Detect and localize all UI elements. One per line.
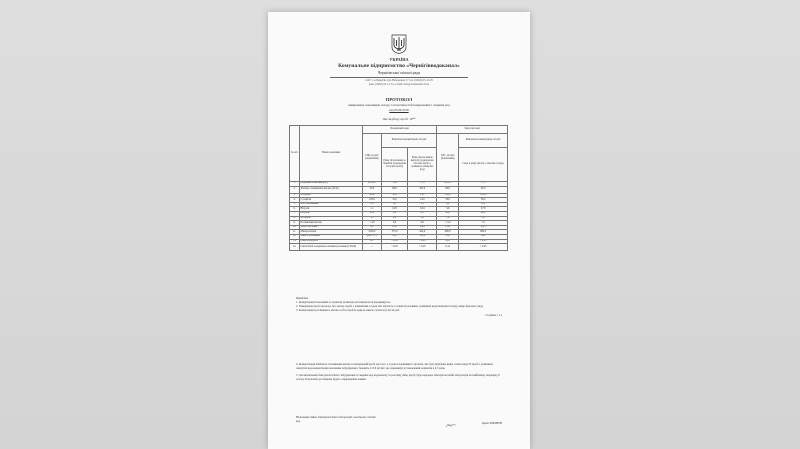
discharge-water-header: Зворотні води [437, 126, 508, 134]
gdk-value: 3,5 [363, 216, 382, 221]
river-above-value: 0,03 [381, 207, 408, 212]
note-3: 3. Концентрації розчиненого кисню в обох пробах води не нижче сутніх вод 4,0 мг/дм³ [296, 309, 400, 312]
river-below-value: 0,04 [408, 207, 437, 212]
signatory-name: Ірина ЗОРОНЕН [482, 422, 503, 425]
indicator-name: Азот амонійний [299, 202, 362, 207]
river-below-value: 0,04 [408, 225, 437, 230]
sampling-time: Час відбору проб: 10⁰⁰ [382, 117, 416, 121]
gds-value: 0,05 [437, 239, 459, 244]
river-below-value: < 0,05 [408, 239, 437, 244]
gds-header: ГДС, мг/дм³ (нормативи) [437, 134, 459, 182]
indicator-name: Розчинений кисень [299, 221, 362, 226]
river-above-value: 375,0 [381, 230, 408, 235]
discharge-value: 680,0 [459, 230, 508, 235]
river-below-header: Річка Десна нижче випуску (одноразова поточна проба з домішкою скинутих вод) [408, 148, 437, 182]
discharge-sample-header: Скид в річку Десну з очисних споруд [459, 148, 508, 182]
gdk-value: 45,0 [363, 211, 382, 216]
river-above-value: 0,0 [381, 216, 408, 221]
river-above-value: < 0,05 [381, 244, 408, 251]
river-below-value: 152,0 [408, 234, 437, 239]
contact-line: факс (0462) 65-12-55, e-mail: info@vodokanal.ch.ua [368, 83, 430, 86]
gdk-value: 100,0 [363, 198, 382, 203]
row-number: 4. [290, 198, 300, 203]
table-row [290, 186, 508, 193]
gdk-value: 1,1 [363, 207, 382, 212]
trident-emblem-icon [391, 34, 407, 54]
gdk-value: 300,0 [363, 193, 382, 198]
indicator-name: Нафтопродукти [299, 239, 362, 244]
notes-continued [296, 360, 502, 384]
table-row [290, 244, 508, 251]
row-number: 12. [290, 234, 300, 239]
header-divider [330, 77, 468, 78]
indicator-name: Фосфати [299, 216, 362, 221]
row-number: 14. [290, 244, 300, 251]
discharge-value: 5,0 [459, 216, 508, 221]
row-number: 8. [290, 216, 300, 221]
river-below-value: 0,3 [408, 202, 437, 207]
row-number: 5. [290, 202, 300, 207]
indicator-name: Хлориди [299, 193, 362, 198]
handwritten-signature [446, 422, 456, 428]
document-page [268, 12, 530, 449]
discharge-value: 38,0 [459, 198, 508, 203]
discharge-value: 121,0 [459, 193, 508, 198]
note-1: 1. Концентрації показників за пунктом зупинено регламентом не перевищують. [296, 301, 391, 304]
gds-value: 3,6 [437, 207, 459, 212]
protocol-subtitle: вимірювань показників складу та властивостей поверхневих і скидних вод [348, 103, 450, 107]
col-name-header: Назва показника [299, 126, 362, 182]
gds-value: 6,9 [437, 202, 459, 207]
notes-block [296, 297, 502, 318]
river-below-value: 7,79 [408, 182, 437, 187]
gdk-value: фон+0,75 [363, 234, 382, 239]
river-above-value: 0,3 [381, 202, 408, 207]
gdk-value: 0,1 [363, 239, 382, 244]
discharge-value: 7,75 [459, 182, 508, 187]
protocol-title: ПРОТОКОЛ [385, 97, 413, 102]
signature-block [296, 416, 502, 432]
gds-value: 45,0 [437, 211, 459, 216]
country-heading: УКРАЇНА [389, 57, 409, 62]
indicator-name: Сульфати [299, 198, 362, 203]
gds-value: 0,32 [437, 225, 459, 230]
indicator-name: Завислі речовини [299, 234, 362, 239]
gdk-value: 30,0 [363, 186, 382, 193]
river-below-value: < 0,05 [408, 244, 437, 251]
river-above-value: 0,8 [381, 211, 408, 216]
discharge-value: 14,0 [459, 234, 508, 239]
gdk-value: 2,0 [363, 202, 382, 207]
signatory-position: Начальник хіміко-бактеріологічної лабораторії з контролю стічних вод [296, 416, 376, 423]
indicator-name: Хімічне споживання кисню (ХСК) [299, 186, 362, 193]
river-above-value: 86,0 [381, 186, 408, 193]
indicator-name: Нітрати [299, 211, 362, 216]
indicator-name: Синтетичні поверхнево-активні речовини (СПАР) [299, 244, 362, 251]
discharge-value: < 0,05 [459, 239, 508, 244]
gds-value: 15,0 [437, 234, 459, 239]
river-above-value: 10,5 [381, 193, 408, 198]
discharge-value: 40,0 [459, 211, 508, 216]
gdk-value: 6,5-8,5 [363, 182, 382, 187]
indicator-name: Залізо загальне [299, 225, 362, 230]
note-4: 4. Концентрація хімічного споживання кисню в поверхневій пробі зросла в 1,1 рази в порівнянні з пробою, яка була відібрана вище точки скиду. В пробі з домішкою скинутих вод концентрація показника забруднення становить 115,0 мг/дм³, що перевищує встановлений норматив в 4,5 рази. [296, 362, 494, 370]
gdk-header: ГДК, мг/дм³ (нормативи) [363, 134, 382, 182]
results-table [289, 125, 508, 251]
river-below-value: 1,0 [408, 216, 437, 221]
address-line: 14017, м.Чернігів, вул.Набережна 17 тел. (0462) 65-12-05 [365, 79, 433, 82]
gds-value: 0,14 [437, 244, 459, 251]
discharge-value: 65,0 [459, 186, 508, 193]
row-number: 3. [290, 193, 300, 198]
river-below-value: 14,0 [408, 198, 437, 203]
row-number: 2. [290, 186, 300, 193]
organization-name: Комунальне підприємство «Чернігівводоканал» [338, 63, 460, 69]
gds-value: 150,0 [437, 193, 459, 198]
river-below-value: 6,0 [408, 221, 437, 226]
gds-value: 80,0 [437, 186, 459, 193]
gdk-value: — [363, 244, 382, 251]
row-number: 7. [290, 211, 300, 216]
actual-header: Фактична концентрація, мг/дм³ [381, 134, 436, 148]
gdk-value: > 4,0 [363, 221, 382, 226]
river-above-value: 22,0 [381, 234, 408, 239]
row-number: 10. [290, 225, 300, 230]
discharge-value: 0,78 [459, 207, 508, 212]
notes-title: Примітки: [296, 297, 309, 300]
gds-value: 690,0 [437, 230, 459, 235]
river-below-value: 424,0 [408, 230, 437, 235]
note-2: 2. Поверхнева проба прозора, без запаху, проба з домішками осадом має мутність та завислі речовини, домішкові води поверхні складу, вище фонового ряду. [296, 305, 484, 308]
indicator-name: Мінералізація [299, 230, 362, 235]
gds-value: 7,4 [437, 216, 459, 221]
gdk-value: 0,1 [363, 225, 382, 230]
col-num-header: № п/п [290, 126, 300, 182]
row-number: 11. [290, 230, 300, 235]
indicator-name: Водневий показник (рН) [299, 182, 362, 187]
discharge-value: 0,2 [459, 202, 508, 207]
river-above-value: 0,05 [381, 225, 408, 230]
discharge-value: 0,25 [459, 225, 508, 230]
river-above-value: 7,82 [381, 182, 408, 187]
gds-value: 6,5-8,5 [437, 182, 459, 187]
page-number: Сторінка 1 з 2 [485, 314, 502, 317]
row-number: 6. [290, 207, 300, 212]
row-number: 1. [290, 182, 300, 187]
discharge-actual-header: Фактична концентрація, мг/дм³ [459, 134, 508, 148]
river-above-value: < 0,05 [381, 239, 408, 244]
gds-value: 50,0 [437, 198, 459, 203]
row-number: 13. [290, 239, 300, 244]
river-below-value: 15,1 [408, 193, 437, 198]
note-5: 5. Для визначення бактеріологічного забруднення зі скидних вод водоканалу за розгляду змін, пробу буде передано бактеріологічній лабораторії на найближчу перевірку 6 сезону. Результати досліджень будуть оприлюднені наявно. [296, 373, 500, 381]
discharge-value: < 0,05 [459, 244, 508, 251]
river-above-value: 10,0 [381, 198, 408, 203]
surface-water-header: Поверхневі води [363, 126, 437, 134]
gdk-value: 1000,0 [363, 230, 382, 235]
discharge-value: 7,5 [459, 221, 508, 226]
gds-value: > 4,0 [437, 221, 459, 226]
river-below-value: 0,5 [408, 211, 437, 216]
river-above-value: 6,0 [381, 221, 408, 226]
row-number: 9. [290, 221, 300, 226]
protocol-date: від 05.09.2018 [389, 108, 409, 112]
river-above-header: Річка Десна вище м. Чернігів (одноразова поточна проба) [381, 148, 408, 182]
indicator-name: Нітрати [299, 207, 362, 212]
department-name: Чернігівської міської ради [377, 71, 421, 75]
river-below-value: 105,0 [408, 186, 437, 193]
